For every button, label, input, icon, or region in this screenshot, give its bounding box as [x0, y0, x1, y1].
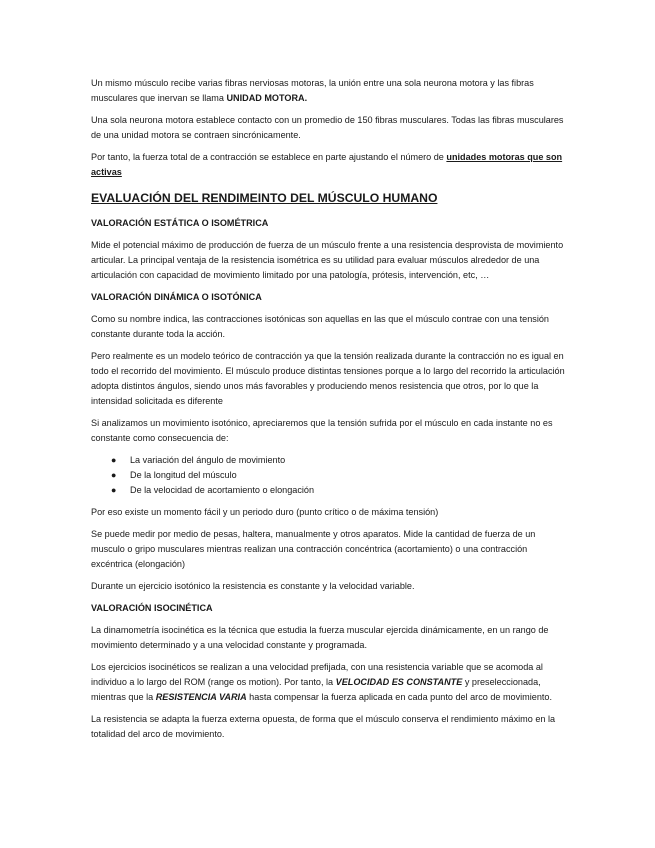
isotonica-paragraph-2: Pero realmente es un modelo teórico de contracción ya que la tensión realizada durante la contracción no es igual en todo el recorrido del movimiento. El músculo produce distintas tensiones porque a lo largo del recorrido la articulación adopta distintos ángulos, siendo unos más favorables y produciendo menos resistencia que otros, por lo que la intensidad solicitada es diferente [91, 351, 565, 406]
intro-p1-text: Un mismo músculo recibe varias fibras nerviosas motoras, la unión entre una sola neurona motora y las fibras musculares que inervan se llama [91, 78, 534, 103]
list-item [91, 483, 569, 498]
isotonica-paragraph-6: Durante un ejercicio isotónico la resistencia es constante y la velocidad variable. [91, 581, 415, 591]
list-item [91, 453, 569, 468]
isocinetica-paragraph-1: La dinamometría isocinética es la técnica que estudia la fuerza muscular ejercida dinámicamente, en un rango de movimiento determinado y a una velocidad constante y programada. [91, 625, 549, 650]
isotonica-paragraph-1: Como su nombre indica, las contracciones isotónicas son aquellas en las que el músculo contrae con una tensión constante durante toda la acción. [91, 314, 549, 339]
bullet-icon: ● [111, 485, 117, 495]
isometrica-paragraph-1: Mide el potencial máximo de producción de fuerza de un músculo frente a una resistencia desprovista de movimiento articular. La principal ventaja de la resistencia isométrica es su utilidad para evaluar músculos alrededor de una articulación con capacidad de movimiento limitado por una patología, prótesis, intervención, etc, … [91, 240, 564, 280]
heading-isometrica: VALORACIÓN ESTÁTICA O ISOMÉTRICA [91, 218, 269, 228]
bullet-icon: ● [111, 470, 117, 480]
unidad-motora-term: UNIDAD MOTORA. [226, 93, 308, 103]
intro-paragraph-1 [91, 76, 569, 106]
isotonica-paragraph-5: Se puede medir por medio de pesas, haltera, manualmente y otros aparatos. Mide la cantidad de fuerza de un musculo o gripo musculares mientras realizan una contracción concéntrica (acortamiento) o una contracción excéntrica (elongación) [91, 529, 536, 569]
heading-isocinetica: VALORACIÓN ISOCINÉTICA [91, 603, 213, 613]
list-item-text: La variación del ángulo de movimiento [130, 455, 286, 465]
heading-isotonica: VALORACIÓN DINÁMICA O ISOTÓNICA [91, 292, 262, 302]
unidades-motoras-term: unidades motoras que son activas [91, 152, 563, 177]
isotonica-paragraph-3: Si analizamos un movimiento isotónico, apreciaremos que la tensión sufrida por el músculo en cada instante no es constante como consecuencia de: [91, 418, 553, 443]
isocinetica-paragraph-3: La resistencia se adapta la fuerza externa opuesta, de forma que el músculo conserva el rendimiento máximo en la totalidad del arco de movimiento. [91, 714, 556, 739]
list-item [91, 468, 569, 483]
intro-p3-text: Por tanto, la fuerza total de a contracción se establece en parte ajustando el número de [91, 152, 447, 162]
velocidad-constante-term: VELOCIDAD ES CONSTANTE [335, 677, 463, 687]
isocinetica-paragraph-2 [91, 660, 569, 705]
isocinetica-p2-text-a: Los ejercicios isocinéticos se realizan a una velocidad prefijada, con una resistencia variable que se acomoda al individuo a lo largo del ROM (range os motion). Por tanto, la [91, 662, 543, 687]
isotonica-bullet-list [91, 453, 569, 498]
list-item-text: De la velocidad de acortamiento o elongación [130, 485, 315, 495]
document-page [91, 76, 569, 742]
intro-paragraph-2: Una sola neurona motora establece contacto con un promedio de 150 fibras musculares. Todas las fibras musculares de una unidad motora se contraen sincrónicamente. [91, 115, 564, 140]
resistencia-varia-term: RESISTENCIA VARIA [155, 692, 247, 702]
section-title: EVALUACIÓN DEL RENDIMEINTO DEL MÚSCULO HUMANO [91, 191, 438, 205]
intro-paragraph-3 [91, 150, 569, 180]
isocinetica-p2-text-c: y preseleccionada, mientras que la [91, 677, 541, 702]
list-item-text: De la longitud del músculo [130, 470, 237, 480]
bullet-icon: ● [111, 455, 117, 465]
isotonica-paragraph-4: Por eso existe un momento fácil y un periodo duro (punto crítico o de máxima tensión) [91, 507, 439, 517]
isocinetica-p2-text-e: hasta compensar la fuerza aplicada en cada punto del arco de movimiento. [246, 692, 552, 702]
